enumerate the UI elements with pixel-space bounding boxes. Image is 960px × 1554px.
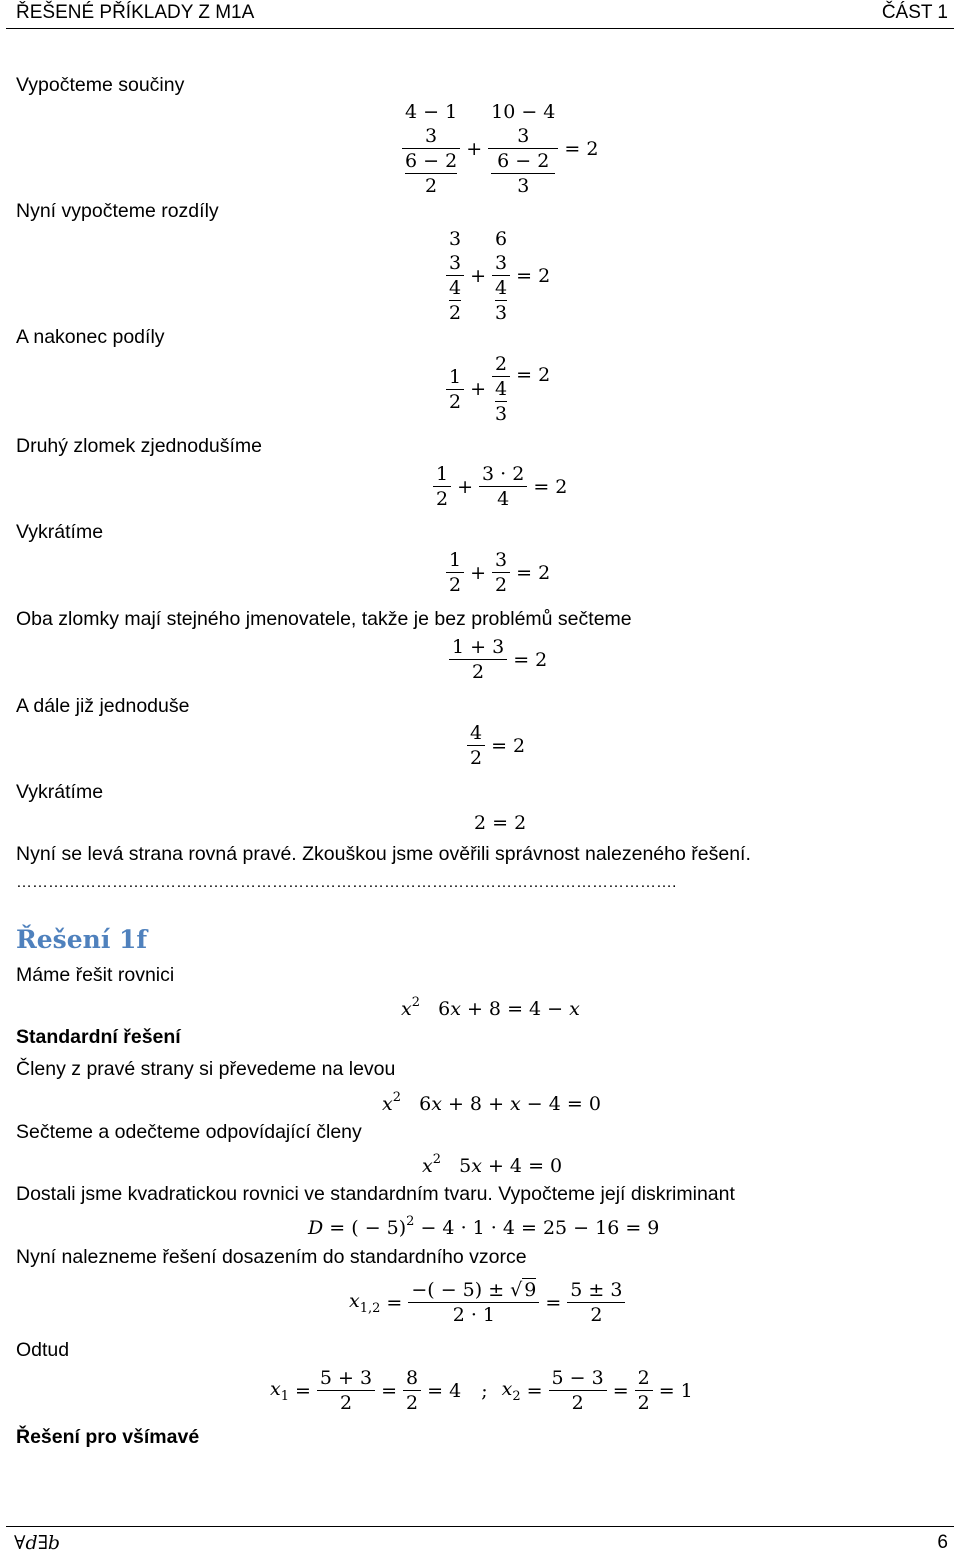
text-line: Dostali jsme kvadratickou rovnici ve standardním tvaru. Vypočteme její diskriminant xyxy=(16,1183,735,1205)
header-rule xyxy=(6,28,954,29)
subheading: Řešení pro všímavé xyxy=(16,1426,200,1448)
equation-10: $x^2$ 6x + 8 + x − 4 = 0 xyxy=(382,1090,601,1115)
page-number: 6 xyxy=(937,1532,948,1553)
text-line: Nyní se levá strana rovná pravé. Zkouškou jsme ověřili správnost nalezeného řešení. xyxy=(16,843,751,865)
equation-4: $\frac{1}{2}$ + $\frac{3 \cdot 2}{4}$ = 2 xyxy=(433,462,573,511)
text-line: Vypočteme součiny xyxy=(16,74,185,96)
text-line: Oba zlomky mají stejného jmenovatele, takže je bez problémů sečteme xyxy=(16,608,632,630)
equation-6: $\frac{1 + 3}{2}$ = 2 xyxy=(449,635,553,684)
equation-13: $x_{1,2}$ = $\frac{-( - 5) \pm √ 9}{2 \cdot 1}$ = $\frac{5 \pm 3}{2}$ xyxy=(349,1278,625,1327)
text-line: Máme řešit rovnici xyxy=(16,964,175,986)
text-line: A dále již jednoduše xyxy=(16,695,190,717)
header-title: ŘEŠENÉ PŘÍKLADY Z M1A xyxy=(16,2,255,23)
equation-8: 2 = 2 xyxy=(474,812,527,834)
equation-9: $x^2$ 6x + 8 = 4 − x xyxy=(401,995,580,1020)
text-line: Sečteme a odečteme odpovídající členy xyxy=(16,1121,362,1143)
section-heading: Řešení 1f xyxy=(16,925,148,954)
header-part: ČÁST 1 xyxy=(881,2,948,23)
equation-7: $\frac{4}{2}$ = 2 xyxy=(467,721,531,770)
equation-5: $\frac{1}{2}$ + $\frac{3}{2}$ = 2 xyxy=(446,548,556,597)
text-line: Vykrátíme xyxy=(16,781,104,803)
subheading: Standardní řešení xyxy=(16,1026,181,1048)
text-line: Vykrátíme xyxy=(16,521,104,543)
equation-1: 4 − 1 3 6 − 2 2 + 10 − 4 3 6 − 2 3 = 2 xyxy=(402,100,604,198)
footer-logo: ∀d∃b xyxy=(14,1532,61,1554)
text-line: Nyní vypočteme rozdíly xyxy=(16,200,219,222)
equation-11: $x^2$ 5x + 4 = 0 xyxy=(422,1152,563,1177)
text-line: A nakonec podíly xyxy=(16,326,165,348)
equation-2: 3 3 4 2 + 6 3 4 3 = 2 xyxy=(446,227,556,325)
equation-3: $\frac{1}{2}$ + 2 4 3 = 2 xyxy=(446,352,556,426)
equation-12: D = ( − 5)$^2$ − 4 · 1 · 4 = 25 − 16 = 9 xyxy=(308,1214,660,1239)
footer-rule xyxy=(6,1526,954,1527)
separator-dots: ……………………………………………………………………………………………………………. xyxy=(16,874,677,891)
text-line: Nyní nalezneme řešení dosazením do standardního vzorce xyxy=(16,1246,527,1268)
equation-14: $x_1$ = $\frac{5 + 3}{2}$ = $\frac{8}{2}$ = 4 ; $x_2$ = $\frac{5 - 3}{2}$ = $\frac{2}{2}$ = 1 xyxy=(270,1367,693,1414)
text-line: Druhý zlomek zjednodušíme xyxy=(16,435,263,457)
text-line: Odtud xyxy=(16,1339,70,1361)
text-line: Členy z pravé strany si převedeme na levou xyxy=(16,1058,396,1080)
